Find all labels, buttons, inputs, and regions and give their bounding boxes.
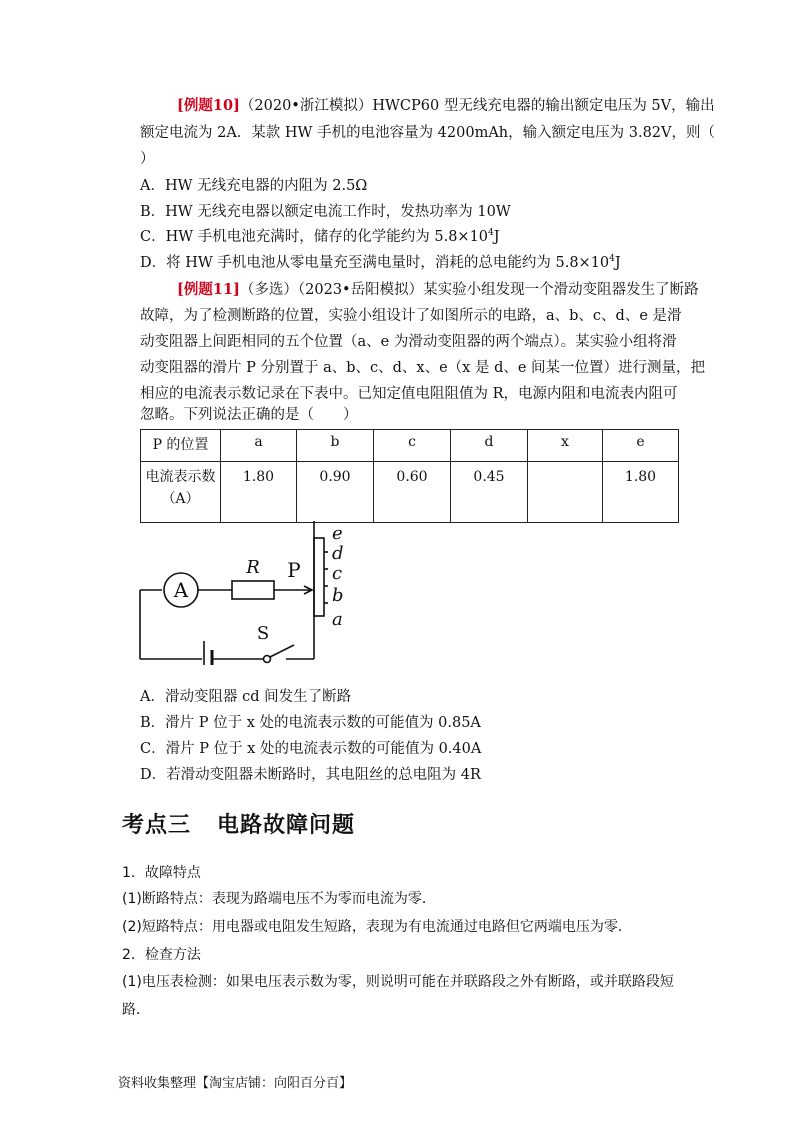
q11-line-1 — [177, 279, 699, 301]
q11-line-5: 相应的电流表示数记录在下表中。已知定值电阻阻值为 R，电源内阻和电流表内阻可 — [140, 386, 678, 402]
table-header-cell: b — [297, 430, 374, 462]
q10-option-d-text: D．将 HW 手机电池从零电量充至满电量时，消耗的总电能约为 5.8×10 — [140, 255, 610, 271]
point-b-label: b — [332, 585, 344, 606]
resistor-label: R — [246, 557, 260, 578]
table-header-cell: x — [528, 430, 603, 462]
q11-line-4: 动变阻器的滑片 P 分别置于 a、b、c、d、x、e（x 是 d、e 间某一位置）进行测量，把 — [140, 360, 706, 376]
q10-option-c — [140, 226, 500, 248]
measurement-table — [140, 429, 679, 523]
q11-text-1: （多选）（2023•岳阳模拟）某实验小组发现一个滑动变阻器发生了断路 — [239, 282, 699, 298]
page-footer: 资料收集整理【淘宝店铺：向阳百分百】 — [118, 1076, 353, 1091]
q10-tag: [例题10] — [177, 97, 240, 114]
switch-contact — [264, 656, 271, 663]
row-label-line-1: 电流表示数 — [145, 469, 216, 485]
q10-text-1: （2020•浙江模拟）HWCP60 型无线充电器的输出额定电压为 5V，输出 — [239, 98, 715, 114]
table-header-cell: P 的位置 — [141, 430, 221, 462]
q10-option-a: A．HW 无线充电器的内阻为 2.5Ω — [140, 178, 368, 194]
q10-line-3: ） — [140, 151, 155, 167]
q11-option-c: C．滑片 P 位于 x 处的电流表示数的可能值为 0.40A — [140, 741, 482, 757]
q10-option-d-exp: 4 — [609, 254, 615, 264]
section-item-1: 1．故障特点 — [122, 865, 201, 881]
switch-lever — [270, 645, 294, 657]
section-item-2-1b: 路． — [122, 1002, 150, 1018]
section-item-1-2: (2)短路特点：用电器或电阻发生短路，表现为有电流通过电路但它两端电压为零． — [122, 919, 632, 935]
q10-option-c-exp: 4 — [488, 228, 494, 238]
section-heading — [122, 808, 355, 839]
slider-label: P — [287, 558, 301, 582]
q10-line-1 — [177, 95, 715, 117]
section-item-2: 2．检查方法 — [122, 947, 201, 963]
q11-option-b: B．滑片 P 位于 x 处的电流表示数的可能值为 0.85A — [140, 715, 481, 731]
rheostat-coil — [314, 538, 324, 616]
q10-option-b: B．HW 无线充电器以额定电流工作时，发热功率为 10W — [140, 204, 511, 220]
q11-line-6: 忽略。下列说法正确的是（ ） — [140, 407, 358, 423]
table-row — [141, 462, 679, 523]
point-a-label: a — [332, 609, 343, 630]
table-header-cell: a — [221, 430, 297, 462]
q11-line-2: 故障，为了检测断路的位置，实验小组设计了如图所示的电路，a、b、c、d、e 是滑 — [140, 308, 682, 324]
circuit-diagram — [136, 517, 346, 665]
section-heading-number: 考点三 — [122, 813, 192, 838]
table-header-cell: e — [603, 430, 679, 462]
point-c-label: c — [332, 563, 343, 584]
q10-line-2: 额定电流为 2A．某款 HW 手机的电池容量为 4200mAh，输入额定电压为 3.82V，则（ — [140, 125, 716, 141]
table-header-cell: d — [451, 430, 528, 462]
section-item-1-1: (1)断路特点：表现为路端电压不为零而电流为零． — [122, 891, 436, 907]
point-d-label: d — [332, 543, 344, 564]
resistor-box — [232, 581, 274, 599]
q11-line-3: 动变阻器上间距相同的五个位置（a、e 为滑动变阻器的两个端点）。某实验小组将滑 — [140, 334, 677, 350]
point-e-label: e — [332, 523, 343, 544]
row-label-line-2: （A） — [161, 491, 200, 507]
table-cell: 0.45 — [451, 462, 528, 523]
table-header-row — [141, 430, 679, 462]
table-cell: 0.60 — [374, 462, 451, 523]
table-cell: 0.90 — [297, 462, 374, 523]
table-cell: 1.80 — [221, 462, 297, 523]
section-item-2-1a: (1)电压表检测：如果电压表示数为零，则说明可能在并联路段之外有断路，或并联路段短 — [122, 974, 674, 990]
section-heading-title: 电路故障问题 — [217, 813, 356, 838]
q11-option-a: A．滑动变阻器 cd 间发生了断路 — [140, 689, 352, 705]
q10-option-d — [140, 252, 621, 274]
ammeter-label: A — [173, 578, 189, 602]
q11-tag: [例题11] — [177, 281, 240, 298]
q10-option-d-unit: J — [614, 255, 621, 271]
table-row-label — [141, 462, 221, 523]
q10-option-c-text: C．HW 手机电池充满时，储存的化学能约为 5.8×10 — [140, 229, 489, 245]
q11-option-d: D．若滑动变阻器未断路时，其电阻丝的总电阻为 4R — [140, 767, 481, 783]
table-cell: 1.80 — [603, 462, 679, 523]
table-header-cell: c — [374, 430, 451, 462]
q10-option-c-unit: J — [493, 229, 500, 245]
table-cell — [528, 462, 603, 523]
switch-label: S — [256, 623, 270, 644]
